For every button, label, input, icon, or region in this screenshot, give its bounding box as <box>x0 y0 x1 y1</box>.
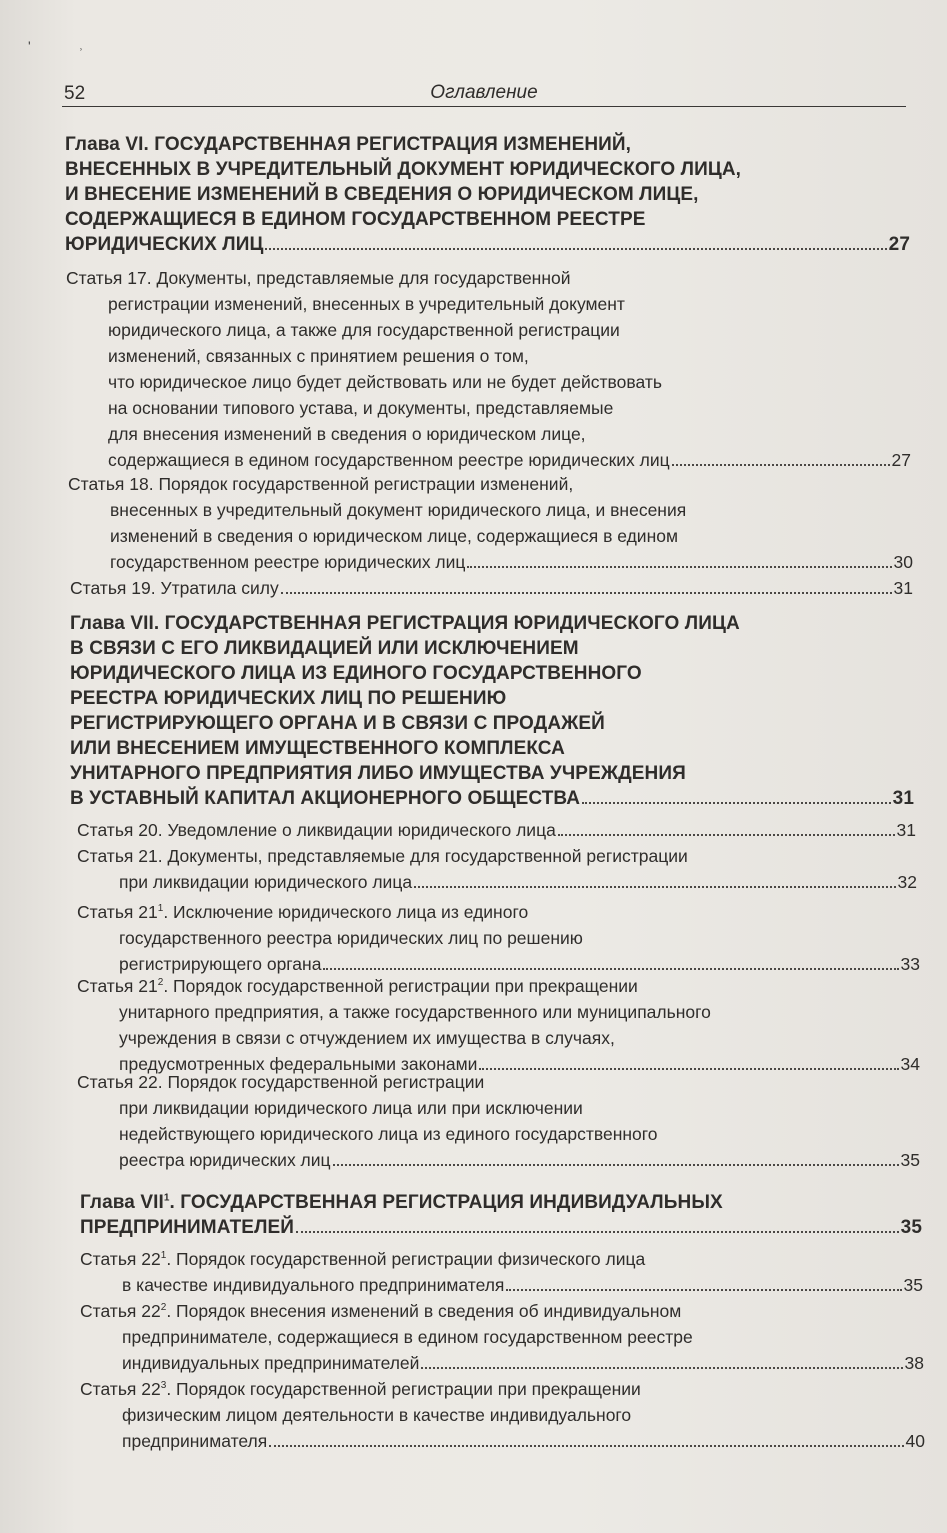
toc-line <box>70 761 914 786</box>
toc-line-text: Статья 19. Утратила силу <box>70 578 279 598</box>
toc-line-rest: . Порядок внесения изменений в сведения об индивидуальном <box>166 1300 682 1321</box>
dot-leader <box>582 802 891 804</box>
toc-page-number: 34 <box>900 1053 920 1074</box>
toc-article-22-3[interactable] <box>80 1373 925 1454</box>
toc-chapter-6[interactable] <box>65 132 910 257</box>
toc-line <box>77 1025 920 1051</box>
toc-line-text: регистрирующего органа <box>119 953 322 974</box>
toc-page-number: 35 <box>900 1150 920 1170</box>
dot-leader <box>421 1367 902 1369</box>
toc-line <box>66 395 911 421</box>
dot-leader <box>558 834 895 836</box>
dot-leader <box>333 1164 899 1166</box>
toc-line <box>66 343 911 369</box>
toc-article-22-2[interactable] <box>80 1295 924 1376</box>
dot-leader <box>269 1445 903 1447</box>
toc-line-rest: . ГОСУДАРСТВЕННАЯ РЕГИСТРАЦИЯ ИНДИВИДУАЛЬНЫХ <box>169 1192 723 1214</box>
toc-line-text <box>77 902 528 922</box>
toc-line <box>66 369 911 395</box>
dot-leader <box>506 1289 901 1291</box>
toc-line <box>80 1186 922 1215</box>
toc-line <box>77 925 920 951</box>
toc-line-rest: . Исключение юридического лица из единого <box>163 901 529 922</box>
toc-line <box>77 843 917 869</box>
toc-entry-prefix: Статья 21 <box>77 975 158 996</box>
toc-line-text: Статья 18. Порядок государственной регистрации изменений, <box>68 474 574 494</box>
toc-line <box>77 1121 920 1147</box>
toc-line-text: Статья 17. Документы, представляемые для государственной <box>66 268 571 288</box>
toc-line <box>77 1095 920 1121</box>
toc-line-text: государственном реестре юридических лиц <box>110 552 466 572</box>
toc-page-number: 38 <box>904 1352 924 1373</box>
toc-line <box>68 523 913 549</box>
toc-line-text <box>77 976 638 996</box>
toc-line-text: РЕЕСТРА ЮРИДИЧЕСКИХ ЛИЦ ПО РЕШЕНИЮ <box>70 688 507 709</box>
toc-entry-prefix: Статья 22 <box>80 1378 161 1399</box>
toc-line <box>65 157 910 182</box>
toc-line-last <box>77 1147 920 1173</box>
toc-line-last <box>70 575 913 601</box>
toc-page-number: 31 <box>896 820 916 840</box>
superscript: 1 <box>163 1193 170 1204</box>
toc-line-text: СОДЕРЖАЩИЕСЯ В ЕДИНОМ ГОСУДАРСТВЕННОМ РЕЕСТРЕ <box>65 209 646 230</box>
toc-article-17[interactable] <box>66 265 911 473</box>
toc-line-text: В УСТАВНЫЙ КАПИТАЛ АКЦИОНЕРНОГО ОБЩЕСТВА <box>70 788 581 809</box>
toc-line <box>77 970 920 999</box>
toc-page-number: 40 <box>905 1430 925 1451</box>
dot-leader <box>281 592 892 594</box>
toc-line-text: содержащиеся в едином государственном реестре юридических лиц <box>108 450 670 470</box>
toc-page-number: 31 <box>893 578 913 598</box>
toc-article-21-2[interactable] <box>77 970 920 1077</box>
toc-page-number: 35 <box>900 1217 922 1239</box>
toc-line-text: что юридическое лицо будет действовать или не будет действовать <box>108 372 662 392</box>
toc-line-rest: . Порядок государственной регистрации физического лица <box>166 1248 646 1269</box>
toc-page-number: 27 <box>891 450 911 470</box>
toc-line-text: унитарного предприятия, а также государственного или муниципального <box>119 1001 711 1022</box>
print-specks: ' ˒ <box>28 38 106 54</box>
toc-line-text: Статья 21. Документы, представляемые для государственной регистрации <box>77 846 688 866</box>
toc-line-text: юридического лица, а также для государственной регистрации <box>108 320 620 340</box>
toc-line-text: при ликвидации юридического лица <box>119 872 413 892</box>
toc-article-20[interactable] <box>77 817 916 843</box>
toc-line-last <box>65 232 910 257</box>
toc-line-text: на основании типового устава, и документы, представляемые <box>108 398 614 418</box>
toc-line <box>66 265 911 291</box>
toc-line <box>66 291 911 317</box>
toc-line-text: Глава VII. ГОСУДАРСТВЕННАЯ РЕГИСТРАЦИЯ ЮРИДИЧЕСКОГО ЛИЦА <box>70 613 740 634</box>
toc-line <box>70 661 914 686</box>
toc-line-text: Статья 22. Порядок государственной регистрации <box>77 1072 485 1092</box>
dot-leader <box>265 248 886 250</box>
toc-line-last <box>80 1215 922 1240</box>
toc-line <box>68 471 913 497</box>
toc-line-text: регистрации изменений, внесенных в учредительный документ <box>108 294 625 314</box>
toc-page-number: 30 <box>893 552 913 572</box>
toc-line-text: в качестве индивидуального предпринимателя <box>122 1274 505 1295</box>
superscript: 2 <box>157 977 164 988</box>
toc-page-number: 31 <box>892 788 914 809</box>
toc-line-text: И ВНЕСЕНИЕ ИЗМЕНЕНИЙ В СВЕДЕНИЯ О ЮРИДИЧЕСКОМ ЛИЦЕ, <box>65 184 699 205</box>
toc-line <box>65 182 910 207</box>
toc-line <box>80 1295 924 1324</box>
toc-line-text: для внесения изменений в сведения о юридическом лице, <box>108 424 586 444</box>
toc-line-last <box>70 786 914 811</box>
toc-line-text: ЮРИДИЧЕСКИХ ЛИЦ <box>65 234 264 255</box>
toc-entry-prefix: Статья 22 <box>80 1248 161 1269</box>
toc-line-last <box>77 817 916 843</box>
toc-line-text <box>80 1249 645 1269</box>
toc-line-text: внесенных в учредительный документ юридического лица, и внесения <box>110 500 687 520</box>
toc-line <box>68 497 913 523</box>
toc-line-text: ВНЕСЕННЫХ В УЧРЕДИТЕЛЬНЫЙ ДОКУМЕНТ ЮРИДИЧЕСКОГО ЛИЦА, <box>65 159 742 180</box>
toc-line <box>66 421 911 447</box>
toc-line-text: Статья 20. Уведомление о ликвидации юридического лица <box>77 820 556 840</box>
toc-chapter-7[interactable] <box>70 611 914 811</box>
toc-line-text: изменений в сведения о юридическом лице, содержащиеся в едином <box>110 526 679 546</box>
superscript: 1 <box>160 1250 167 1261</box>
toc-line-last <box>80 1350 924 1376</box>
toc-article-19[interactable] <box>70 575 913 601</box>
toc-line <box>80 1402 925 1428</box>
toc-page-number: 35 <box>903 1274 923 1295</box>
superscript: 3 <box>160 1380 167 1391</box>
dot-leader <box>414 886 895 888</box>
toc-line-rest: . Порядок государственной регистрации при прекращении <box>166 1378 641 1399</box>
toc-entry-prefix: Статья 22 <box>80 1300 161 1321</box>
toc-line-text: индивидуальных предпринимателей <box>122 1352 420 1373</box>
running-header <box>62 80 906 107</box>
toc-line-last <box>77 869 917 895</box>
page-number: 52 <box>64 83 86 104</box>
toc-line <box>66 317 911 343</box>
superscript: 1 <box>157 903 164 914</box>
toc-line-last <box>68 549 913 575</box>
toc-line <box>80 1324 924 1350</box>
toc-line-text: при ликвидации юридического лица или при исключении <box>119 1098 583 1118</box>
toc-line-text: РЕГИСТРИРУЮЩЕГО ОРГАНА И В СВЯЗИ С ПРОДАЖЕЙ <box>70 713 605 734</box>
toc-line-text: В СВЯЗИ С ЕГО ЛИКВИДАЦИЕЙ ИЛИ ИСКЛЮЧЕНИЕМ <box>70 638 579 659</box>
toc-line-text: Глава VI. ГОСУДАРСТВЕННАЯ РЕГИСТРАЦИЯ ИЗМЕНЕНИЙ, <box>65 134 632 155</box>
toc-line-text <box>80 1192 723 1213</box>
toc-line <box>77 1069 920 1095</box>
toc-line-text: ПРЕДПРИНИМАТЕЛЕЙ <box>80 1217 295 1239</box>
running-title: Оглавление <box>430 82 538 103</box>
toc-line-text <box>80 1379 641 1399</box>
toc-line <box>80 1243 923 1272</box>
toc-line <box>70 611 914 636</box>
toc-line <box>65 207 910 232</box>
toc-entry-prefix: Глава VII <box>80 1192 164 1214</box>
toc-line-text: ЮРИДИЧЕСКОГО ЛИЦА ИЗ ЕДИНОГО ГОСУДАРСТВЕННОГО <box>70 663 642 684</box>
toc-article-18[interactable] <box>68 471 913 575</box>
toc-article-21[interactable] <box>77 843 917 895</box>
toc-line <box>65 132 910 157</box>
toc-article-21-1[interactable] <box>77 896 920 977</box>
toc-line-last <box>80 1428 925 1454</box>
toc-line-text: предусмотренных федеральными законами <box>119 1053 478 1074</box>
toc-line-text: УНИТАРНОГО ПРЕДПРИЯТИЯ ЛИБО ИМУЩЕСТВА УЧРЕЖДЕНИЯ <box>70 763 686 784</box>
toc-line-text: недействующего юридического лица из единого государственного <box>119 1124 658 1144</box>
toc-line <box>70 711 914 736</box>
toc-line-text <box>80 1301 681 1321</box>
toc-line <box>70 736 914 761</box>
toc-chapter-7-1[interactable] <box>80 1186 922 1240</box>
toc-line-last <box>80 1272 923 1298</box>
toc-article-22-1[interactable] <box>80 1243 923 1298</box>
toc-article-22[interactable] <box>77 1069 920 1173</box>
dot-leader <box>672 464 890 466</box>
dot-leader <box>296 1231 899 1233</box>
toc-line-text: реестра юридических лиц <box>119 1150 331 1170</box>
toc-line-text: ИЛИ ВНЕСЕНИЕМ ИМУЩЕСТВЕННОГО КОМПЛЕКСА <box>70 738 565 759</box>
toc-line-text: государственного реестра юридических лиц по решению <box>119 927 583 948</box>
toc-line-last <box>66 447 911 473</box>
toc-page-number: 27 <box>888 234 910 255</box>
toc-line-text: предпринимателе, содержащиеся в едином государственном реестре <box>122 1326 693 1347</box>
dot-leader <box>467 566 891 568</box>
toc-line-text: предпринимателя <box>122 1430 268 1451</box>
toc-page-number: 33 <box>900 953 920 974</box>
toc-line <box>77 999 920 1025</box>
toc-entry-prefix: Статья 21 <box>77 901 158 922</box>
toc-line <box>70 686 914 711</box>
toc-line <box>80 1373 925 1402</box>
toc-line-text: изменений, связанных с принятием решения о том, <box>108 346 529 366</box>
toc-line-rest: . Порядок государственной регистрации при прекращении <box>163 975 638 996</box>
toc-line-text: учреждения в связи с отчуждением их имущества в случаях, <box>119 1027 615 1048</box>
toc-line <box>77 896 920 925</box>
superscript: 2 <box>160 1302 167 1313</box>
toc-line <box>70 636 914 661</box>
toc-line-text: физическим лицом деятельности в качестве индивидуального <box>122 1404 632 1425</box>
toc-page-number: 32 <box>897 872 917 892</box>
